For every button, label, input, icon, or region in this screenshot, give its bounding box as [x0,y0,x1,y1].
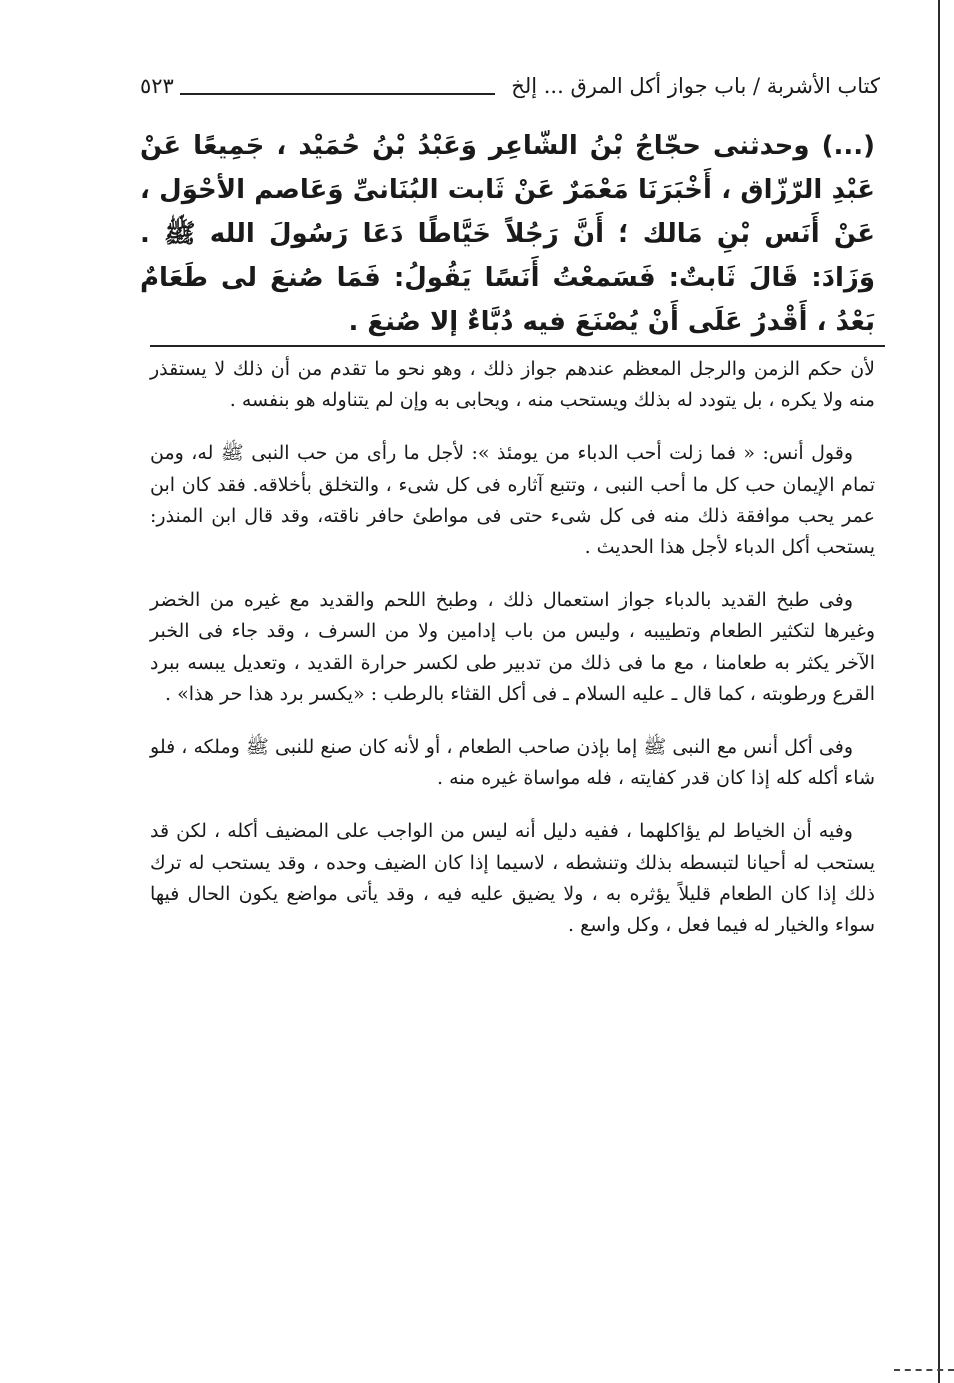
chapter-title: كتاب الأشربة / باب جواز أكل المرق ... إلخ [511,74,880,98]
commentary-paragraph: وقول أنس: « فما زلت أحب الدباء من يومئذ »: لأجل ما رأى من حب النبى ﷺ له، ومن تمام الإيمان حب كل ما أحب النبى ، وتتبع آثاره فى كل شىء ، والتخلق بأخلاقه. فقد كان ابن عمر يحب موافقة ذلك منه فى كل شىء حتى فى مواطئ حافر ناقته، وقد قال ابن المنذر: يستحب أكل الدباء لأجل هذا الحديث . [150,442,876,559]
hadith-text: (...) وحدثنى حجّاجُ بْنُ الشّاعِر وَعَبْدُ بْنُ حُمَيْد ، جَمِيعًا عَنْ عَبْدِ الرّزّاق ، أَخْبَرَنَا مَعْمَرٌ عَنْ ثَابت البُنَانىِّ وَعَاصم الأحْوَل ، عَنْ أَنَس بْنِ مَالك ؛ أَنَّ رَجُلاً خَيَّاطًا دَعَا رَسُولَ الله ﷺ . وَزَادَ: قَالَ ثَابتٌ: فَسَمعْتُ أَنَسًا يَقُولُ: فَمَا صُنعَ لى طَعَامٌ بَعْدُ ، أَقْدرُ عَلَى أَنْ يُصْنَعَ فيه دُبَّاءٌ إلا صُنعَ . [140,131,875,337]
commentary-paragraph: وفى أكل أنس مع النبى ﷺ إما بإذن صاحب الطعام ، أو لأنه كان صنع للنبى ﷺ وملكه ، فلو شاء أكله كله إذا كان قدر كفايته ، فله مواساة غيره منه . [150,736,875,790]
scan-edge-marks [894,1369,954,1381]
commentary [150,354,875,963]
commentary-paragraph: لأن حكم الزمن والرجل المعظم عندهم جواز ذلك ، وهو نحو ما تقدم من أن ذلك لا يستقذر منه ولا يكره ، بل يتودد له بذلك ويستحب منه ، ويحابى به وإن لم يتناوله هو بنفسه . [150,358,875,412]
page-number: ٥٢٣ [140,74,174,98]
header-rule [180,93,495,95]
page-edge-line [938,0,940,1383]
commentary-paragraph: وفى طبخ القديد بالدباء جواز استعمال ذلك ، وطبخ اللحم والقديد مع غيره من الخضر وغيرها لتكثير الطعام وتطييبه ، وليس من باب إدامين ولا من السرف ، وقد جاء فى الخبر الآخر يكثر به طعامنا ، مع ما فى ذلك من تدبير طى لكسر حرارة القديد ، وتعديل يبسه ببرد القرع ورطوبته ، كما قال ـ عليه السلام ـ فى أكل القثاء بالرطب : «يكسر برد هذا حر هذا» . [150,589,875,705]
section-divider [150,345,885,347]
commentary-paragraph: وفيه أن الخياط لم يؤاكلهما ، ففيه دليل أنه ليس من الواجب على المضيف أكله ، لكن قد يستحب له أحيانا لتبسطه بذلك وتنشطه ، لاسيما إذا كان الضيف وحده ، وقد يستحب له ترك ذلك إذا كان الطعام قليلاً يؤثره به ، ولا يضيق عليه فيه ، وقد يأتى مواضع يكون الحال فيها سواء والخيار له فيما فعل ، وكل واسع . [150,820,875,937]
running-header [140,66,880,106]
